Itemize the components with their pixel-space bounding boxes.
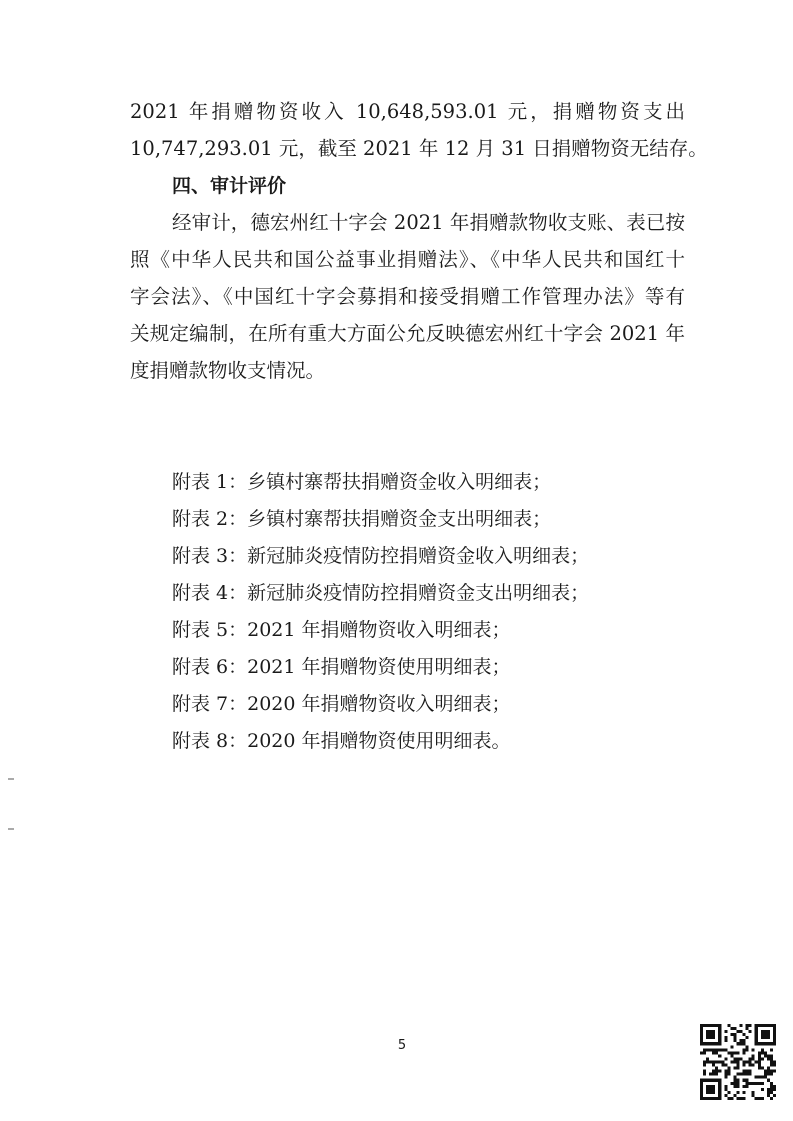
appendix-item: 附表 5：2021 年捐赠物资收入明细表； [172, 619, 511, 641]
paragraph-1-line-1: 2021 年捐赠物资收入 10,648,593.01 元，捐赠物资支出 [130, 100, 685, 123]
paragraph-2-line-2: 照《中华人民共和国公益事业捐赠法》、《中华人民共和国红十 [130, 248, 685, 271]
appendix-item: 附表 3：新冠肺炎疫情防控捐赠资金收入明细表； [172, 545, 590, 567]
qr-code-icon [700, 1024, 776, 1100]
page-number: 5 [397, 1038, 407, 1053]
paragraph-2-line-1: 经审计，德宏州红十字会 2021 年捐赠款物收支账、表已按 [172, 211, 685, 234]
appendix-item: 附表 6：2021 年捐赠物资使用明细表； [172, 656, 511, 678]
scan-margin-mark [8, 828, 14, 830]
paragraph-2-line-5: 度捐赠款物收支情况。 [130, 359, 326, 382]
section-heading: 四、审计评价 [172, 175, 287, 197]
appendix-item: 附表 2：乡镇村寨帮扶捐赠资金支出明细表； [172, 508, 552, 530]
scan-margin-mark [8, 778, 14, 780]
paragraph-1-line-2: 10,747,293.01 元，截至 2021 年 12 月 31 日捐赠物资无结存。 [130, 137, 708, 160]
paragraph-2-line-3: 字会法》、《中国红十字会募捐和接受捐赠工作管理办法》等有 [130, 285, 685, 308]
appendix-item: 附表 4：新冠肺炎疫情防控捐赠资金支出明细表； [172, 582, 590, 604]
appendix-item: 附表 7：2020 年捐赠物资收入明细表； [172, 693, 511, 715]
appendix-item: 附表 1：乡镇村寨帮扶捐赠资金收入明细表； [172, 471, 552, 493]
appendix-item: 附表 8：2020 年捐赠物资使用明细表。 [172, 730, 511, 752]
paragraph-2-line-4: 关规定编制，在所有重大方面公允反映德宏州红十字会 2021 年 [130, 322, 685, 345]
